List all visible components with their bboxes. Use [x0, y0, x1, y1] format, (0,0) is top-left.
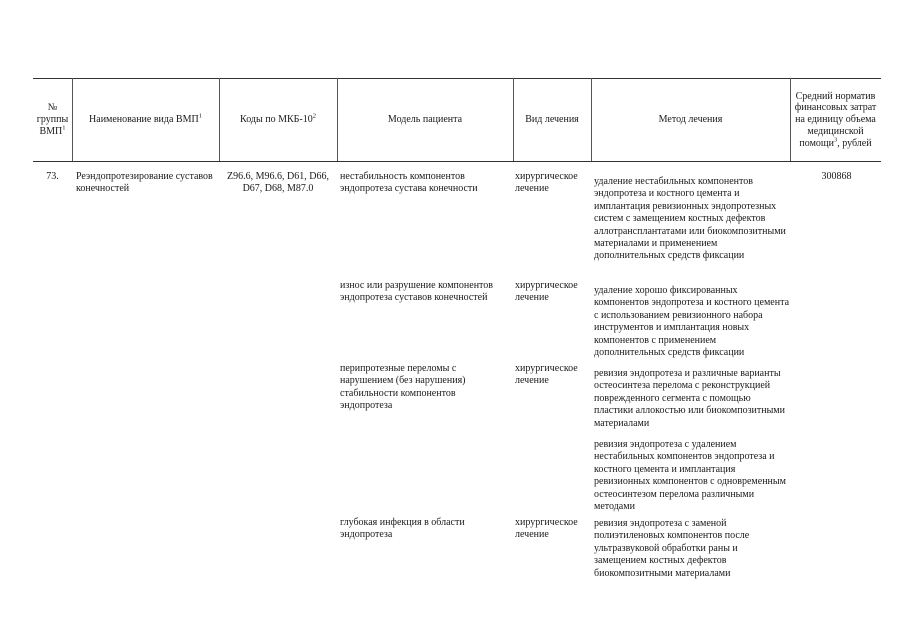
treatment-method: удаление нестабильных компонентов эндопротеза и костного цемента и имплантация ревизионных эндопротезных систем с замещением костных дефектов аллотрансплантатами или биокомпозитными материалами и применением дополнительных средств фиксации [594, 176, 786, 262]
treatment-method: ревизия эндопротеза с заменой полиэтиленовых компонентов после ультразвуковой обработки раны и замещением костных дефектов биокомпозитными материалами [594, 518, 750, 579]
treatment-type: хирургическое лечение [515, 280, 578, 304]
treatment-method: удаление хорошо фиксированных компонентов эндопротеза и костного цемента с использованием ревизионного набора инструментов и имплантация новых компонентов с применением дополнительных средств фиксации [594, 285, 790, 359]
table-top-rule [33, 78, 881, 79]
header-average-cost: Средний норматив финансовых затрат на единицу объема медицинской помощи$^3$, рублей [794, 90, 877, 149]
header-icd-codes: Коды по МКБ-$10^2$ [240, 112, 316, 126]
header-treatment-type: Вид лечения [525, 114, 579, 126]
header-treatment-method: Метод лечения [658, 114, 723, 126]
treatment-method: ревизия эндопротеза с удалением нестабильных компонентов эндопротеза и костного цемента и имплантация ревизионных компонентов с одновременным остеосинтезом перелома различными методами [594, 439, 786, 513]
treatment-type: хирургическое лечение [515, 517, 578, 541]
header-group-number: № группы ВМП$^1$ [36, 102, 69, 137]
patient-model: перипротезные переломы с нарушением (без нарушения) стабильности компонентов эндопротеза [340, 363, 466, 412]
treatment-type: хирургическое лечение [515, 363, 578, 387]
group-number: 73. [46, 171, 59, 182]
treatment-method: ревизия эндопротеза и различные варианты остеосинтеза перелома с реконструкцией поврежденного сегмента с помощью пластики аллокостью или биокомпозитными материалами [594, 368, 785, 429]
patient-model: износ или разрушение компонентов эндопротеза суставов конечностей [340, 280, 494, 304]
treatment-type: хирургическое лечение [515, 171, 578, 195]
vmp-name: Реэндопротезирование суставов конечностей [76, 171, 213, 195]
header-vmp-name: Наименование вида ВМП$^1$ [89, 112, 202, 126]
patient-model: глубокая инфекция в области эндопротеза [340, 517, 465, 541]
header-bottom-rule [33, 161, 881, 162]
average-cost: 300868 [821, 171, 852, 182]
icd-codes: Z96.6, M96.6, D61, D66, D67, D68, M87.0 [227, 171, 329, 195]
patient-model: нестабильность компонентов эндопротеза сустава конечности [340, 171, 478, 195]
header-patient-model: Модель пациента [387, 114, 463, 126]
